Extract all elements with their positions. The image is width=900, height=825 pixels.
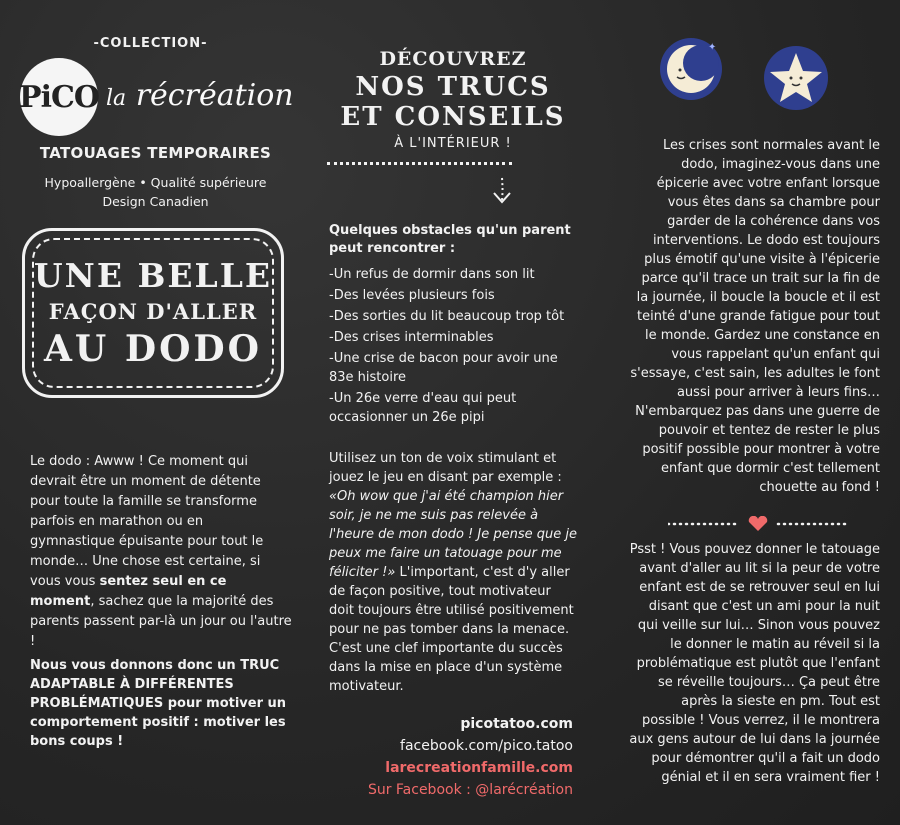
facebook-link[interactable]: facebook.com/pico.tatoo [400, 738, 573, 754]
arrow-down-icon [487, 176, 517, 206]
recreation-logo [106, 78, 294, 113]
title-badge [22, 228, 284, 398]
nos-trucs-line: NOS TRUCS [355, 72, 551, 102]
tone-text: Utilisez un ton de voix stimulant et jouez le jeu en disant par exemple : [329, 451, 562, 485]
list-item: -Un refus de dormir dans son lit [329, 267, 535, 282]
quality-line: Design Canadien [102, 194, 209, 209]
recreation-site-link[interactable] [323, 757, 573, 779]
star-icon [762, 44, 830, 112]
interieur-label: À L'INTÉRIEUR ! [394, 136, 512, 151]
tatouages-heading: TATOUAGES TEMPORAIRES [39, 144, 272, 162]
list-item: -Des sorties du lit beaucoup trop tôt [329, 309, 565, 324]
heart-icon [749, 516, 767, 531]
pico-logo: PiCO [20, 58, 98, 136]
intro-paragraph [30, 452, 292, 652]
list-item: -Un 26e verre d'eau qui peut occasionner un 26e pipi [329, 391, 517, 425]
obstacles-list [329, 265, 584, 429]
links-block [323, 713, 573, 801]
badge-line-3: AU DODO [43, 328, 262, 370]
collection-label: -COLLECTION- [93, 36, 208, 51]
tone-paragraph [329, 449, 579, 696]
list-item: -Une crise de bacon pour avoir une 83e histoire [329, 351, 558, 385]
badge-line-1: UNE BELLE [33, 256, 273, 295]
obstacles-title: Quelques obstacles qu'un parent peut rencontrer : [329, 223, 571, 256]
site-link-text[interactable]: picotatoo.com [460, 716, 573, 732]
site-link[interactable] [323, 713, 573, 735]
logo-la: la [106, 86, 127, 111]
intro-bold: sentez seul en ce moment [30, 574, 227, 609]
recreation-site-text[interactable]: larecreationfamille.com [385, 760, 573, 776]
moon-icon [658, 36, 724, 102]
decouvrez-heading: DÉCOUVREZ [379, 48, 527, 70]
dotted-divider [327, 162, 512, 165]
et-conseils-line: ET CONSEILS [340, 102, 566, 132]
psst-paragraph: Psst ! Vous pouvez donner le tatouage avant d'aller au lit si la peur de votre enfant est de se retrouver seul en lui disant que c'est un ami pour la nuit qui veille sur lui… Sinon vous pouvez le donner le matin au réveil si la problématique est plutôt que l'enfant se réveille toujours… Ça peut être après la sieste en pm. Tout est possible ! Vous verrez, il le montrera aux gens autour de lui dans la journée pour démontrer qu'il a fait un dodo génial et il en sera vraiment fier ! [629, 542, 880, 785]
list-item: -Des crises interminables [329, 330, 494, 345]
tone-quote: «Oh wow que j'ai été champion hier soir, je ne me suis pas relevée à l'heure de mon dodo ! Je pense que je peux me faire un tatouage pour me féliciter !» [329, 489, 577, 580]
logo [18, 58, 294, 138]
intro-text-end: , sachez que la majorité des parents passent par-là un jour ou l'autre ! [30, 594, 292, 649]
quality-line: Hypoallergène • Qualité supérieure [44, 175, 267, 190]
logo-recreation: récréation [135, 78, 294, 113]
truc-paragraph: Nous vous donnons donc un TRUC ADAPTABLE À DIFFÉRENTES PROBLÉMATIQUES pour motiver un comportement positif : motiver les bons coups ! [30, 658, 287, 749]
svg-text:✦: ✦ [708, 42, 717, 53]
crises-paragraph: Les crises sont normales avant le dodo, imaginez-vous dans une épicerie avec votre enfant lorsque vous êtes dans sa chambre pour garder de la cohérence dans vos interventions. Le dodo est toujours plus émotif qu'une visite à l'épicerie parce qu'il trace un trait sur la fin de la journée, il boucle la boucle et il est teinté d'une grande fatigue pour tout le monde. Gardez une constance en vous rappelant qu'un enfant qui s'essaye, c'est sain, les adultes le font aussi pour arriver à leurs fins… N'embarquez pas dans une guerre de pouvoir et tentez de rester le plus positif possible pour montrer à votre enfant que dormir c'est tellement chouette au fond ! [630, 138, 880, 495]
qualities [18, 173, 293, 211]
badge-line-2: FAÇON D'ALLER [48, 299, 258, 324]
intro-text: Le dodo : Awww ! Ce moment qui devrait être un moment de détente pour toute la famille se transforme parfois en marathon ou en gymnastique épuisante pour tout le monde… Une chose est certaine, si vous vous [30, 454, 264, 589]
tone-text-end: L'important, c'est d'y aller de façon positive, tout motivateur doit toujours être utilisé positivement pour ne pas tomber dans la menace. C'est une clef importante du succès dans la mise en place d'un système motivateur. [329, 565, 574, 694]
heart-divider [668, 516, 848, 532]
nos-trucs-heading [323, 72, 583, 132]
list-item: -Des levées plusieurs fois [329, 288, 495, 303]
recreation-facebook-link[interactable]: Sur Facebook : @larécréation [367, 782, 573, 798]
